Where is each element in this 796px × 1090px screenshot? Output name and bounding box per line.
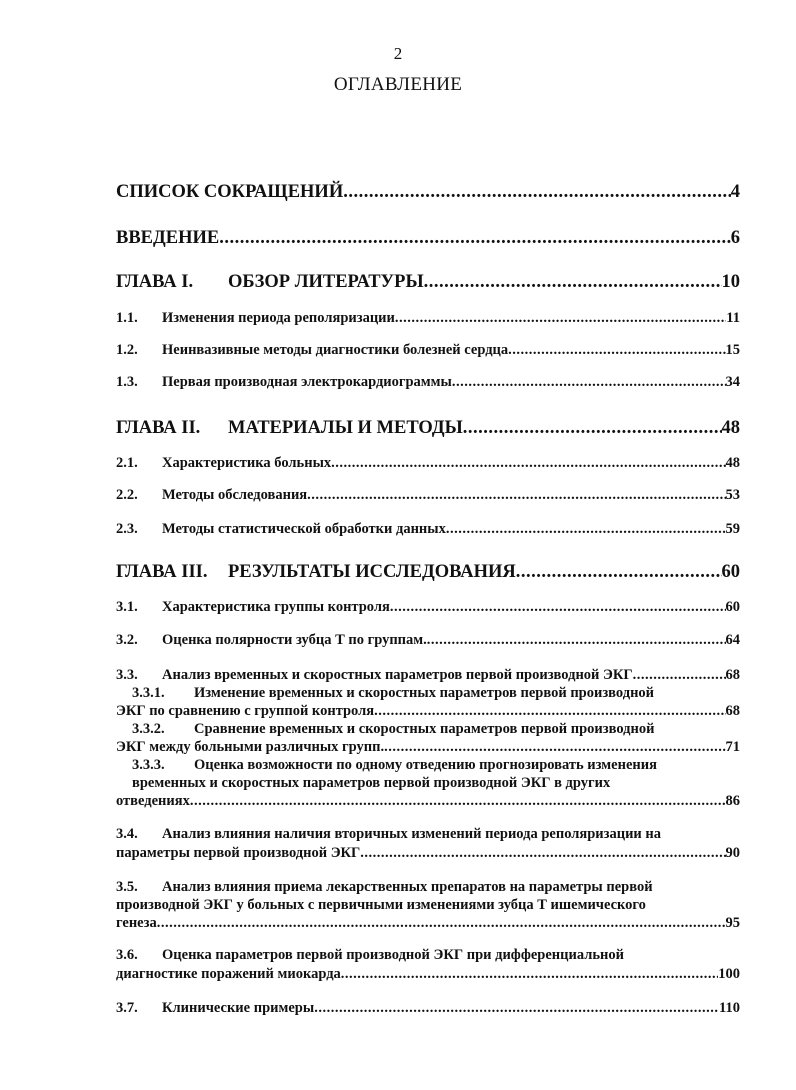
toc-page: 90 [725,845,740,861]
toc-leader [452,374,726,391]
toc-leader [343,182,731,203]
toc-label: Анализ влияния наличия вторичных изменений периода реполяризации на [162,826,662,842]
toc-label: ЭКГ по сравнению с группой контроля [116,703,375,719]
toc-page: 53 [725,487,740,503]
toc-label: Клинические примеры [162,1000,315,1016]
toc-entry-3-3-2-line2[interactable] [116,739,740,756]
section-number: 3.2. [116,632,138,648]
toc-entry-1-2[interactable] [116,342,740,359]
toc-label: Анализ влияния приема лекарственных препаратов на параметры первой [162,879,653,895]
section-number: 1.3. [116,374,138,390]
toc-entry-2-1[interactable] [116,455,740,472]
toc-leader [341,966,718,983]
toc-label: Характеристика группы контроля [162,599,390,615]
toc-label: параметры первой производной ЭКГ [116,845,361,861]
toc-label: Изменения периода реполяризации [162,310,395,326]
toc-leader [307,487,725,504]
toc-entry-1-1[interactable] [116,310,740,327]
section-number: 3.7. [116,1000,138,1016]
toc-entry-3-5-line1[interactable] [116,879,740,896]
toc-entry-3-6-line1[interactable] [116,947,740,964]
toc-label: Методы статистической обработки данных [162,521,446,537]
toc-leader [424,272,722,293]
toc-label: СПИСОК СОКРАЩЕНИЙ [116,182,344,202]
toc-entry-abbreviations[interactable] [116,182,740,203]
toc-page: 15 [725,342,740,358]
toc-entry-introduction[interactable] [116,228,740,249]
toc-entry-3-3[interactable] [116,667,740,684]
toc-page: 95 [725,915,740,931]
toc-page: 68 [725,703,740,719]
chapter-number: ГЛАВА II. [116,418,201,438]
toc-entry-3-5-line2[interactable] [116,897,740,914]
toc-entry-chapter-3[interactable] [116,562,740,583]
section-number: 1.1. [116,310,138,326]
subsection-number: 3.3.1. [132,685,165,701]
section-number: 2.1. [116,455,138,471]
toc-label: Изменение временных и скоростных параметров первой производной [194,685,655,701]
toc-page: 10 [721,272,740,292]
section-number: 3.1. [116,599,138,615]
toc-label: Оценка параметров первой производной ЭКГ при дифференциальной [162,947,625,963]
toc-entry-1-3[interactable] [116,374,740,391]
toc-label: диагностике поражений миокарда [116,966,341,982]
toc-leader [463,418,722,439]
toc-label: МАТЕРИАЛЫ И МЕТОДЫ [228,418,463,438]
toc-leader [314,1000,719,1017]
toc-leader [190,793,726,810]
toc-page: 64 [725,632,740,648]
toc-page: 4 [730,182,740,202]
section-number: 3.6. [116,947,138,963]
toc-leader [633,667,726,684]
chapter-number: ГЛАВА I. [116,272,194,292]
toc-label: Оценка возможности по одному отведению прогнозировать изменения [194,757,657,773]
toc-label: Сравнение временных и скоростных параметров первой производной [194,721,655,737]
section-number: 3.4. [116,826,138,842]
toc-entry-3-3-1-line1[interactable] [116,685,756,702]
toc-entry-3-5-line3[interactable] [116,915,740,932]
toc-label: Оценка полярности зубца Т по группам. [162,632,427,648]
page-number: 2 [393,44,403,63]
section-number: 3.5. [116,879,138,895]
toc-leader [427,632,726,649]
toc-entry-3-3-3-line3[interactable] [116,793,740,810]
page-title: ОГЛАВЛЕНИЕ [333,74,463,95]
toc-leader [390,599,726,616]
toc-page: 6 [730,228,740,248]
toc-page: 59 [725,521,740,537]
toc-leader [516,562,722,583]
toc-entry-3-4-line1[interactable] [116,826,740,843]
toc-leader [374,703,725,720]
toc-leader [360,845,725,862]
toc-label: Первая производная электрокардиограммы [162,374,452,390]
toc-label: ОБЗОР ЛИТЕРАТУРЫ [228,272,424,292]
toc-entry-chapter-1[interactable] [116,272,740,293]
toc-page: 100 [718,966,740,982]
toc-page: 48 [721,418,740,438]
toc-entry-chapter-2[interactable] [116,418,740,439]
toc-label: производной ЭКГ у больных с первичными изменениями зубца Т ишемического [116,897,646,913]
toc-leader [219,228,731,249]
toc-page: 34 [725,374,740,390]
toc-leader [157,915,726,932]
toc-label: Анализ временных и скоростных параметров первой производной ЭКГ [162,667,633,683]
toc-label: Неинвазивные методы диагностики болезней сердца [162,342,509,358]
toc-entry-3-6-line2[interactable] [116,966,740,983]
toc-entry-3-7[interactable] [116,1000,740,1017]
toc-page: 48 [725,455,740,471]
section-number: 2.2. [116,487,138,503]
toc-page: 86 [725,793,740,809]
toc-label: ВВЕДЕНИЕ [116,228,220,248]
toc-entry-3-3-3-line2[interactable] [116,775,756,792]
toc-page: 68 [725,667,740,683]
subsection-number: 3.3.3. [132,757,165,773]
subsection-number: 3.3.2. [132,721,165,737]
toc-label: временных и скоростных параметров первой производной ЭКГ в других [132,775,611,791]
toc-leader [446,521,726,538]
toc-entry-3-3-1-line2[interactable] [116,703,740,720]
toc-leader [508,342,725,359]
toc-entry-3-1[interactable] [116,599,740,616]
toc-label: генеза [116,915,157,931]
toc-entry-3-2[interactable] [116,632,740,649]
section-number: 2.3. [116,521,138,537]
section-number: 1.2. [116,342,138,358]
toc-leader [395,310,726,327]
toc-entry-2-3[interactable] [116,521,740,538]
toc-label: РЕЗУЛЬТАТЫ ИССЛЕДОВАНИЯ [228,562,516,582]
toc-leader [331,455,725,472]
toc-page: 71 [725,739,740,755]
toc-leader [384,739,725,756]
section-number: 3.3. [116,667,138,683]
toc-label: ЭКГ между больными различных групп. [116,739,385,755]
toc-entry-3-3-2-line1[interactable] [116,721,756,738]
toc-page: 60 [725,599,740,615]
toc-entry-3-3-3-line1[interactable] [116,757,756,774]
chapter-number: ГЛАВА III. [116,562,208,582]
toc-label: отведениях [116,793,190,809]
toc-entry-3-4-line2[interactable] [116,845,740,862]
toc-label: Характеристика больных [162,455,332,471]
toc-page: 11 [726,310,740,326]
toc-page: 60 [721,562,740,582]
toc-label: Методы обследования [162,487,308,503]
toc-page: 110 [719,1000,740,1016]
toc-entry-2-2[interactable] [116,487,740,504]
